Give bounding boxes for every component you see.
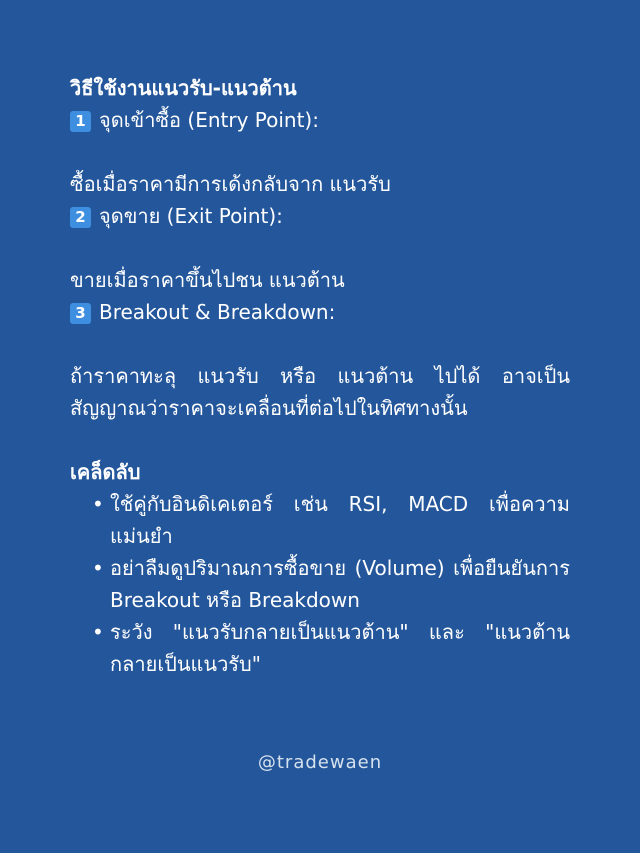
list-item xyxy=(92,552,570,616)
number-1-icon: 1 xyxy=(70,111,91,132)
bullet-icon: • xyxy=(92,492,104,516)
step-3-label: Breakout & Breakdown: xyxy=(99,300,336,324)
tip-text: ใช้คู่กับอินดิเคเตอร์ เช่น RSI, MACD เพื่อความแม่นยำ xyxy=(110,492,570,548)
tip-text: อย่าลืมดูปริมาณการซื้อขาย (Volume) เพื่อยืนยันการ Breakout หรือ Breakdown xyxy=(110,556,570,612)
bullet-icon: • xyxy=(92,556,104,580)
step-3-detail: ถ้าราคาทะลุ แนวรับ หรือ แนวต้าน ไปได้ อาจเป็นสัญญาณว่าราคาจะเคลื่อนที่ต่อไปในทิศทางนั้น xyxy=(70,364,570,420)
spacer xyxy=(70,232,570,264)
step-2-heading xyxy=(70,200,570,232)
step-1-detail: ซื้อเมื่อราคามีการเด้งกลับจาก แนวรับ xyxy=(70,172,391,196)
spacer xyxy=(70,136,570,168)
spacer xyxy=(70,328,570,360)
tips-list xyxy=(70,488,570,680)
step-2-label: จุดขาย (Exit Point): xyxy=(99,204,283,228)
step-1-label: จุดเข้าซื้อ (Entry Point): xyxy=(99,108,319,132)
tip-text: ระวัง "แนวรับกลายเป็นแนวต้าน" และ "แนวต้านกลายเป็นแนวรับ" xyxy=(110,620,570,676)
author-handle: @tradewaen xyxy=(257,752,383,773)
content-block xyxy=(70,72,570,680)
list-item xyxy=(92,616,570,680)
number-3-icon: 3 xyxy=(70,303,91,324)
tips-heading: เคล็ดลับ xyxy=(70,460,141,484)
spacer xyxy=(70,424,570,456)
list-item xyxy=(92,488,570,552)
page-title: วิธีใช้งานแนวรับ-แนวต้าน xyxy=(70,76,297,100)
bullet-icon: • xyxy=(92,620,104,644)
step-1-heading xyxy=(70,104,570,136)
number-2-icon: 2 xyxy=(70,207,91,228)
step-3-heading xyxy=(70,296,570,328)
step-2-detail: ขายเมื่อราคาขึ้นไปชน แนวต้าน xyxy=(70,268,345,292)
